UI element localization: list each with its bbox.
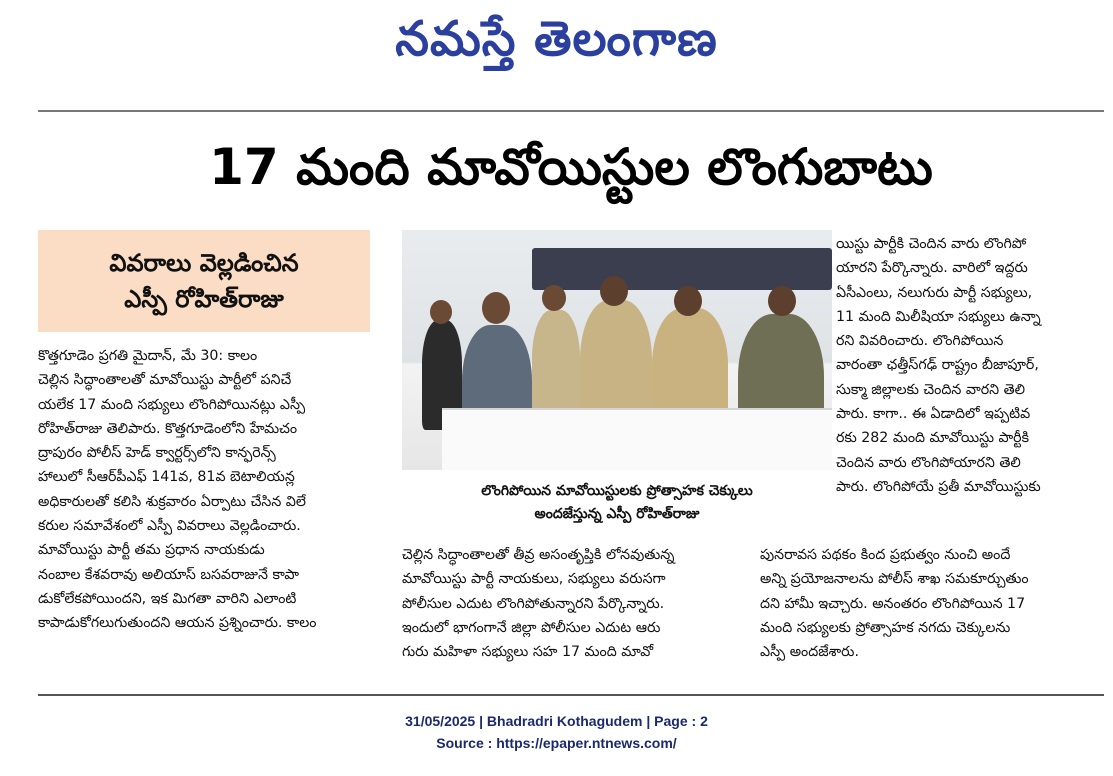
article-line: రకు 282 మంది మావోయిస్టు పార్టీకి — [836, 430, 1029, 447]
footer-source: Source : https://epaper.ntnews.com/ — [436, 735, 677, 751]
news-photo — [402, 230, 832, 470]
article-line: మావోయిస్టు పార్టీ నాయకులు, సభ్యులు వరుసగా — [402, 571, 666, 588]
photo-table — [442, 408, 832, 470]
subhead-line-2: ఎస్పీ రోహిత్‌రాజు — [124, 285, 284, 313]
article-line: ఏసీఎంలు, నలుగురు పార్టీ సభ్యులు, — [836, 284, 1033, 301]
article-line: డుకోలేకపోయిందని, ఇక మిగతా వారిని ఎలాంటి — [38, 590, 297, 607]
article-line: యలేక 17 మంది సభ్యులు లొంగిపోయినట్లు ఎస్పీ — [38, 396, 306, 413]
photo-caption-line-1: లొంగిపోయిన మావోయిస్టులకు ప్రోత్సాహక చెక్కులు — [481, 483, 753, 499]
article-line: హాలులో సీఆర్‌పీఎఫ్ 141వ, 81వ బెటాలియన్ల — [38, 469, 295, 486]
headline: 17 మంది మావోయిస్టుల లొంగుబాటు — [209, 137, 933, 196]
article-line: చెల్లిన సిద్ధాంతాలతో మావోయిస్టు పార్టీలో పనిచే — [38, 372, 292, 389]
article-line: కరుల సమావేశంలో ఎస్పీ వివరాలు వెల్లడించారు. — [38, 518, 301, 535]
article-line: పోలీసుల ఎదుట లొంగిపోతున్నారని పేర్కొన్నారు. — [402, 595, 665, 612]
article-line: పారు. కాగా.. ఈ ఏడాదిలో ఇప్పటివ — [836, 406, 1031, 423]
photo-caption — [402, 474, 832, 534]
article-column-2 — [402, 543, 734, 664]
article-line: పారు. లొంగిపోయే ప్రతీ మావోయిస్టుకు — [836, 478, 1041, 495]
top-divider — [38, 110, 1104, 112]
subhead-line-1: వివరాలు వెల్లడించిన — [109, 249, 299, 277]
article-line: చెందిన వారు లొంగిపోయారని తెలి — [836, 454, 1021, 471]
article-line: ఎస్పీ అందజేశారు. — [760, 644, 859, 661]
article-line: యిస్టు పార్టీకి చెందిన వారు లొంగిపో — [836, 236, 1027, 252]
footer — [0, 710, 1113, 754]
article-line: కొత్తగూడెం ప్రగతి మైదాన్, మే 30: కాలం — [38, 348, 258, 364]
subhead-box — [38, 230, 370, 332]
photo-caption-line-2: అందజేస్తున్న ఎస్పీ రోహిత్‌రాజు — [534, 506, 700, 522]
bottom-divider — [38, 694, 1104, 696]
article-line: కాపాడుకోగలుగుతుందని ఆయన ప్రశ్నించారు. కాలం — [38, 615, 317, 632]
masthead-logo — [0, 6, 1113, 84]
article-line: గురు మహిళా సభ్యులు సహ 17 మంది మావో — [402, 644, 654, 661]
article-column-3 — [760, 543, 1108, 664]
article-line: ద్రాపురం పోలీస్ హెడ్ క్వార్టర్స్‌లోని కాన్ఫరెన్స్ — [38, 445, 276, 462]
article-line: చెల్లిన సిద్ధాంతాలతో తీవ్ర అసంతృప్తికి లోనవుతున్న — [402, 547, 675, 563]
article-line: ఇందులో భాగంగానే జిల్లా పోలీసుల ఎదుట ఆరు — [402, 619, 661, 636]
article-line: మావోయిస్టు పార్టీ తమ ప్రధాన నాయకుడు — [38, 542, 265, 559]
article-line: యారని పేర్కొన్నారు. వారిలో ఇద్దరు — [836, 260, 1028, 277]
article-line: అన్ని ప్రయోజనాలను పోలీస్ శాఖ సమకూర్చుతుం — [760, 571, 1029, 588]
article-line: రోహిత్‌రాజు తెలిపారు. కొత్తగూడెంలోని హేమచం — [38, 420, 298, 437]
article-column-right — [836, 232, 1108, 499]
article-line: మంది సభ్యులకు ప్రోత్సాహక నగదు చెక్కులను — [760, 619, 1011, 636]
article-column-1 — [38, 344, 370, 636]
article-line: రని వివరించారు. లొంగిపోయిన — [836, 333, 1004, 350]
photo-banner — [532, 248, 832, 290]
article-line: దని హామీ ఇచ్చారు. అనంతరం లొంగిపోయిన 17 — [760, 595, 1026, 612]
article-line: అధికారులతో కలిసి శుక్రవారం ఏర్పాటు చేసిన విలే — [38, 493, 306, 510]
article-line: సుక్మా జిల్లాలకు చెందిన వారని తెలి — [836, 381, 1026, 398]
masthead-title: నమస్తే తెలంగాణ — [395, 11, 718, 67]
article-line: వారంతా ఛత్తీస్‌గఢ్ రాష్ట్రం బీజాపూర్, — [836, 357, 1039, 374]
footer-date-page: 31/05/2025 | Bhadradri Kothagudem | Page : 2 — [405, 713, 708, 729]
article-line: నంబాల కేశవరావు అలియాస్ బసవరాజునే కాపా — [38, 566, 300, 583]
article-line: 11 మంది మిలీషియా సభ్యులు ఉన్నా — [836, 308, 1041, 325]
article-line: పునరావస పథకం కింద ప్రభుత్వం నుంచి అందే — [760, 547, 1011, 563]
